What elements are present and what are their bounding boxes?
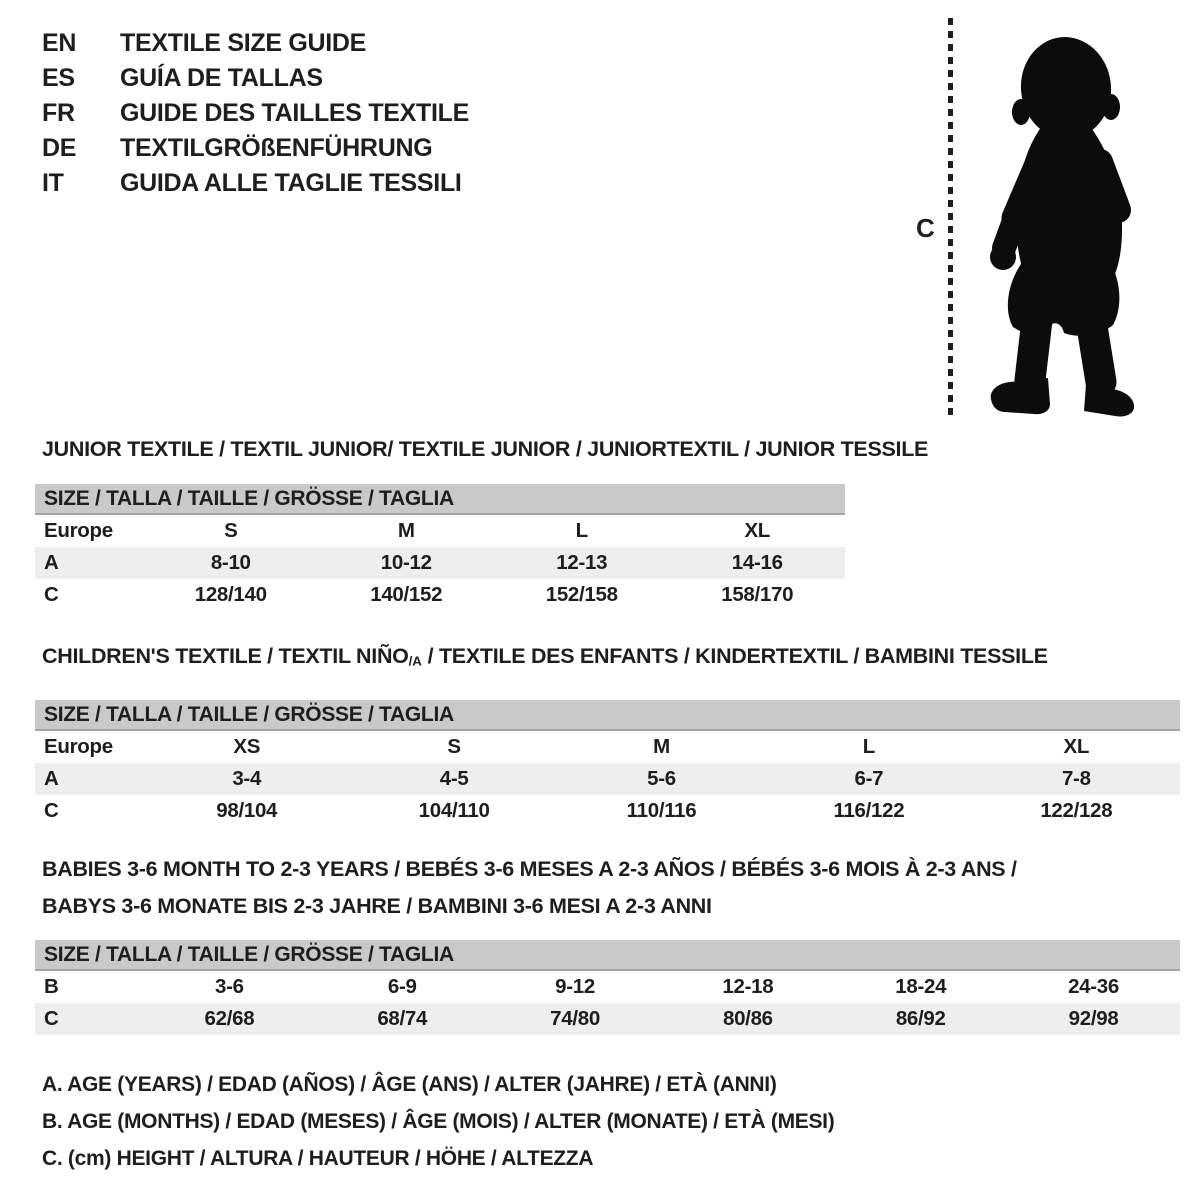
table-cell: 122/128 [1040,799,1113,822]
table-row-age [35,763,1180,795]
height-measure-dashed-line [948,18,953,416]
table-cell: S [447,735,461,758]
children-table-header: SIZE / TALLA / TAILLE / GRÖSSE / TAGLIA [35,700,1180,731]
language-row-de [42,131,469,166]
table-cell: 4-5 [439,767,469,790]
table-cell: 152/158 [545,583,618,606]
table-cell: 80/86 [722,1007,773,1030]
children-title-text: CHILDREN'S TEXTILE / TEXTIL NIÑO [42,644,409,668]
table-cell: 140/152 [370,583,443,606]
table-cell: 6-7 [854,767,884,790]
language-row-es [42,61,469,96]
table-cell: XL [744,519,771,542]
table-row-height [35,579,845,611]
table-cell: 9-12 [555,975,595,998]
table-cell: S [224,519,238,542]
children-section-title [42,644,1048,669]
table-cell: 92/98 [1068,1007,1119,1030]
language-code: IT [42,169,64,197]
table-cell: 14-16 [731,551,783,574]
table-cell: 3-6 [215,975,244,998]
table-cell: M [397,519,415,542]
children-title-text: / TEXTILE DES ENFANTS / KINDERTEXTIL / BAMBINI TESSILE [421,644,1048,668]
table-row-europe [35,515,845,547]
table-row-height [35,795,1180,827]
table-cell: 7-8 [1061,767,1091,790]
table-cell: XS [233,735,261,758]
children-title-subscript: /A [408,653,422,669]
table-cell: 74/80 [550,1007,600,1030]
language-row-en [42,26,469,61]
language-title: GUÍA DE TALLAS [120,64,323,92]
children-size-table [35,700,1180,827]
table-cell: 110/116 [626,799,697,822]
legend-line-a: A. AGE (YEARS) / EDAD (AÑOS) / ÂGE (ANS) / ALTER (JAHRE) / ETÀ (ANNI) [42,1073,777,1096]
row-label: A [44,767,59,790]
row-label: C [44,799,59,822]
table-cell: 98/104 [216,799,278,822]
babies-size-table [35,940,1180,1035]
table-cell: 18-24 [895,975,947,998]
babies-table-header: SIZE / TALLA / TAILLE / GRÖSSE / TAGLIA [35,940,1180,971]
row-label: B [44,975,59,998]
language-title: TEXTILGRÖßENFÜHRUNG [120,134,433,162]
row-label: A [44,551,59,574]
table-cell: L [575,519,588,542]
language-title: TEXTILE SIZE GUIDE [120,29,367,57]
measurement-legend [42,1066,834,1177]
table-row-height [35,1003,1180,1035]
junior-size-table [35,484,845,611]
table-cell: 128/140 [194,583,267,606]
language-title: GUIDA ALLE TAGLIE TESSILI [120,169,462,197]
table-cell: 8-10 [210,551,251,574]
language-code: FR [42,99,75,127]
legend-line-c: C. (cm) HEIGHT / ALTURA / HAUTEUR / HÖHE / ALTEZZA [42,1147,594,1170]
table-cell: 5-6 [647,767,676,790]
table-cell: 3-4 [232,767,262,790]
language-code: EN [42,29,77,57]
table-cell: 12-18 [722,975,774,998]
table-cell: XL [1063,735,1090,758]
language-header [42,26,469,201]
language-row-it [42,166,469,201]
table-row-europe [35,731,1180,763]
row-label: C [44,1007,59,1030]
table-cell: M [653,735,670,758]
legend-line-b: B. AGE (MONTHS) / EDAD (MESES) / ÂGE (MOIS) / ALTER (MONATE) / ETÀ (MESI) [42,1110,835,1133]
row-label: Europe [44,519,113,542]
babies-title-line1: BABIES 3-6 MONTH TO 2-3 YEARS / BEBÉS 3-6 MESES A 2-3 AÑOS / BÉBÉS 3-6 MOIS À 2-3 ANS / [42,857,1017,881]
toddler-silhouette [962,20,1146,420]
table-cell: L [862,735,876,758]
babies-title-line2: BABYS 3-6 MONATE BIS 2-3 JAHRE / BAMBINI 3-6 MESI A 2-3 ANNI [42,894,712,918]
height-measure-label: C [916,213,935,243]
table-cell: 10-12 [380,551,432,574]
table-cell: 24-36 [1068,975,1120,998]
table-cell: 104/110 [418,799,490,822]
table-cell: 12-13 [556,551,608,574]
babies-section-title [42,851,1017,925]
language-code: DE [42,134,77,162]
table-row-age [35,547,845,579]
junior-section-title: JUNIOR TEXTILE / TEXTIL JUNIOR/ TEXTILE JUNIOR / JUNIORTEXTIL / JUNIOR TESSILE [42,437,929,461]
row-label: C [44,583,59,606]
table-row-months [35,971,1180,1003]
table-cell: 158/170 [721,583,794,606]
language-row-fr [42,96,469,131]
table-cell: 116/122 [833,799,905,822]
table-cell: 6-9 [387,975,417,998]
junior-table-header: SIZE / TALLA / TAILLE / GRÖSSE / TAGLIA [35,484,845,515]
table-cell: 86/92 [895,1007,946,1030]
row-label: Europe [44,735,113,758]
table-cell: 68/74 [377,1007,428,1030]
table-cell: 62/68 [204,1007,255,1030]
language-code: ES [42,64,75,92]
language-title: GUIDE DES TAILLES TEXTILE [120,99,470,127]
